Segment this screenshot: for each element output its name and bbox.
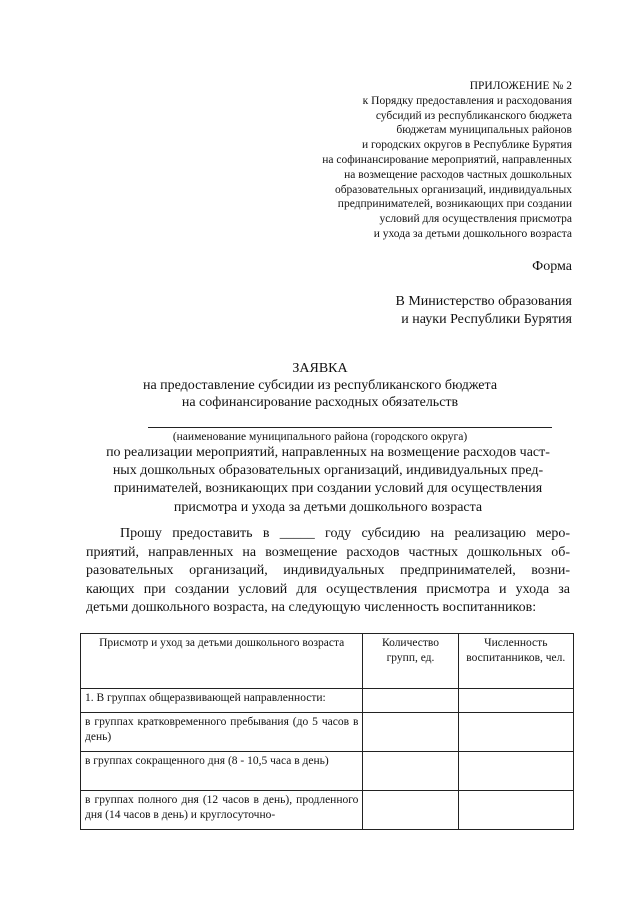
municipality-blank-line[interactable] — [148, 427, 552, 428]
table-row — [81, 689, 574, 713]
request-line: разовательных организаций, индивидуальных предпринимателей, возни- — [86, 563, 570, 578]
addressee-line: В Министерство образования — [395, 294, 572, 309]
table-header-row — [81, 634, 574, 689]
pupils-cell[interactable] — [458, 689, 573, 713]
appendix-block — [252, 79, 572, 242]
purpose-line: по реализации мероприятий, направленных на возмещение расходов част- — [106, 445, 550, 460]
appendix-line: условий для осуществления присмотра — [379, 213, 572, 226]
groups-cell[interactable] — [363, 752, 458, 791]
purpose-block — [86, 444, 570, 517]
purpose-line: ных дошкольных образовательных организаций, индивидуальных пред- — [112, 463, 544, 479]
appendix-line: на софинансирование мероприятий, направленных — [322, 153, 572, 166]
row-label: 1. В группах общеразвивающей направленности: — [81, 689, 363, 713]
appendix-line: бюджетам муниципальных районов — [396, 124, 572, 137]
addressee-block — [395, 293, 572, 329]
subsidy-table — [80, 633, 574, 830]
header-pupils-column: Численность воспитанников, чел. — [458, 634, 573, 689]
table-row — [81, 713, 574, 752]
appendix-line: и ухода за детьми дошкольного возраста — [373, 227, 572, 240]
table-row — [81, 752, 574, 791]
appendix-line: к Порядку предоставления и расходования — [362, 94, 572, 107]
appendix-line: на возмещение расходов частных дошкольных — [344, 168, 572, 181]
groups-cell[interactable] — [363, 791, 458, 830]
appendix-line: субсидий из республиканского бюджета — [375, 109, 572, 122]
request-line: детьми дошкольного возраста, на следующую численность воспитанников: — [86, 600, 537, 615]
row-label: в группах полного дня (12 часов в день), продленного дня (14 часов в день) и круглосуточно- — [81, 791, 363, 830]
appendix-line: ПРИЛОЖЕНИЕ № 2 — [469, 80, 572, 92]
row-label: в группах сокращенного дня (8 - 10,5 часа в день) — [81, 752, 363, 791]
appendix-line: образовательных организаций, индивидуальных — [334, 183, 572, 196]
request-line: кающих при создании условий для осуществления присмотра и ухода за — [86, 581, 570, 597]
groups-cell[interactable] — [363, 689, 458, 713]
title-subline: на софинансирование расходных обязательств — [181, 395, 459, 410]
groups-cell[interactable] — [363, 713, 458, 752]
addressee-line: и науки Республики Бурятия — [401, 312, 572, 327]
request-line: приятий, направленных на возмещение расходов частных дошкольных об- — [86, 544, 570, 560]
title-block — [0, 360, 640, 411]
document-title: ЗАЯВКА — [292, 361, 348, 376]
appendix-line: предпринимателей, возникающих при создании — [337, 198, 572, 211]
header-care-column: Присмотр и уход за детьми дошкольного возраста — [81, 634, 363, 689]
form-label: Форма — [532, 259, 572, 274]
pupils-cell[interactable] — [458, 752, 573, 791]
purpose-line: принимателей, возникающих при создании условий для осуществления — [113, 481, 543, 497]
header-groups-column: Количество групп, ед. — [363, 634, 458, 689]
pupils-cell[interactable] — [458, 791, 573, 830]
title-subline: на предоставление субсидии из республиканского бюджета — [142, 378, 498, 393]
purpose-line: присмотра и ухода за детьми дошкольного возраста — [173, 499, 483, 515]
request-paragraph — [86, 525, 570, 618]
request-line: Прошу предоставить в _____ году субсидию на реализацию меро- — [120, 526, 570, 541]
municipality-caption: (наименование муниципального района (городского округа) — [172, 431, 468, 443]
row-label: в группах кратковременного пребывания (до 5 часов в день) — [81, 713, 363, 752]
pupils-cell[interactable] — [458, 713, 573, 752]
table-row — [81, 791, 574, 830]
appendix-line: и городских округов в Республике Бурятия — [362, 139, 572, 152]
